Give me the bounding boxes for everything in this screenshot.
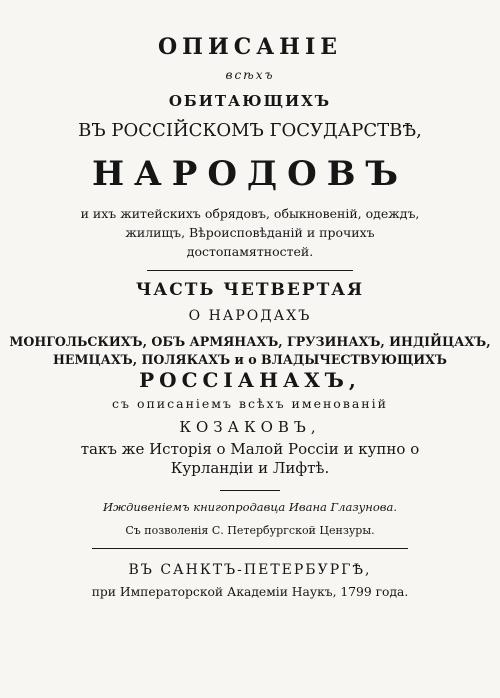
heading-cossacks: КОЗАКОВЪ,	[179, 418, 321, 436]
heading-description: ОПИСАНІЕ	[158, 34, 342, 60]
peoples-line-1: МОНГОЛЬСКИХЪ, ОБЪ АРМЯНАХЪ, ГРУЗИНАХЪ, ИНДІЙЦАХЪ,	[9, 334, 491, 349]
divider-middle	[220, 490, 280, 491]
history-line-2: Курландіи и Лифтѣ.	[170, 459, 330, 477]
heading-part-four: ЧАСТЬ ЧЕТВЕРТАЯ	[135, 280, 365, 300]
heading-peoples: НАРОДОВЪ	[91, 154, 409, 194]
censorship-line: Съ позволенія С. Петербургской Цензуры.	[125, 524, 375, 537]
subtitle-line-1: и ихъ житейскихъ обрядовъ, обыкновеній, одеждъ,	[80, 206, 420, 221]
publisher-line: Иждивеніемъ книгопродавца Ивана Глазунова.	[103, 500, 397, 514]
divider-bottom	[92, 548, 408, 549]
line-about-peoples: О НАРОДАХЪ	[188, 308, 312, 324]
line-all: всѣхъ	[225, 68, 275, 82]
line-in-russian-state: ВЪ РОССІЙСКОМЪ ГОСУДАРСТВѢ,	[78, 120, 422, 141]
subtitle-line-3: достопамятностей.	[186, 244, 314, 259]
history-line-1: такъ же Исторія о Малой Россіи и купно о	[80, 440, 420, 458]
line-inhabiting: ОБИТАЮЩИХЪ	[168, 92, 332, 110]
heading-russians: РОССІАНАХЪ,	[139, 368, 361, 392]
subtitle-line-2: жилищъ, Вѣроисповѣданій и прочихъ	[125, 225, 375, 240]
city-line: ВЪ САНКТЪ-ПЕТЕРБУРГѢ,	[128, 562, 372, 578]
peoples-line-2: НЕМЦАХЪ, ПОЛЯКАХЪ и о ВЛАДЫЧЕСТВУЮЩИХЪ	[53, 352, 447, 367]
line-with-description: съ описаніемъ всѣхъ именованій	[112, 396, 388, 411]
academy-line: при Императорской Академіи Наукъ, 1799 года.	[91, 585, 409, 599]
divider-top	[147, 270, 353, 271]
